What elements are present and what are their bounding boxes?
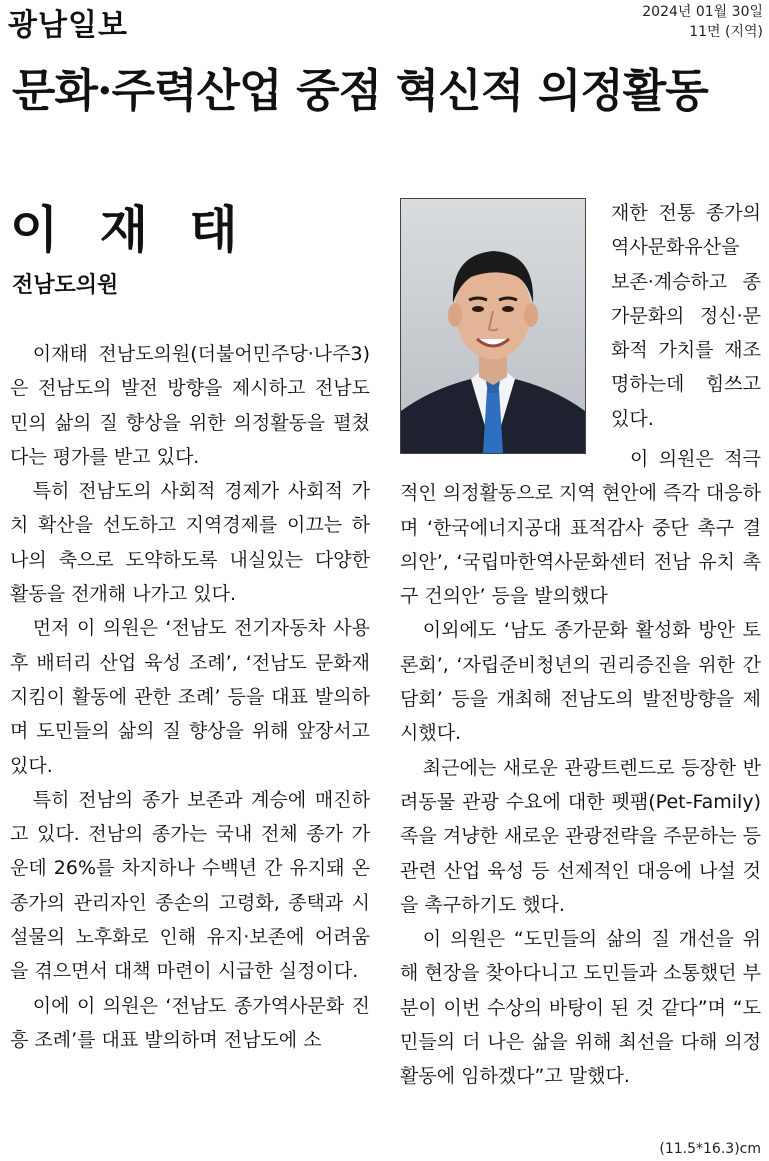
publish-date: 2024년 01월 30일 (642, 4, 763, 20)
paragraph: 재한 전통 종가의 역사문화유산을 보존·계승하고 종가문화의 정신·문화적 가치를 재조명하는데 힘쓰고 있다. (611, 202, 761, 430)
paragraph: 특히 전남의 종가 보존과 계승에 매진하고 있다. 전남의 종가는 국내 전체 종가 가운데 26%를 차지하나 수백년 간 유지돼 온 종가의 관리자인 종손의 고령화, 종택과 시설물의 노후화로 인해 유지·보존에 어려움을 겪으면서 대책 마련이 시급한 실정이다. (10, 788, 370, 983)
paragraph: 먼저 이 의원은 ‘전남도 전기자동차 사용 후 배터리 산업 육성 조례’, ‘전남도 문화재지킴이 활동에 관한 조례’ 등을 대표 발의하며 도민들의 삶의 질 향상을 위해 앞장서고 있다. (10, 617, 370, 777)
page-number: 11면 (지역) (689, 24, 763, 40)
masthead: 광남일보 (8, 8, 128, 43)
paragraph: 이재태 전남도의원(더불어민주당·나주3)은 전남도의 발전 방향을 제시하고 전남도민의 삶의 질 향상을 위한 의정활동을 펼쳤다는 평가를 받고 있다. (10, 343, 370, 468)
headline: 문화·주력산업 중점 혁신적 의정활동 (12, 64, 708, 117)
date-info (642, 2, 763, 42)
article-left-column (10, 337, 370, 1057)
article-right-column (400, 442, 761, 1094)
person-name: 이 재 태 (10, 200, 250, 259)
paragraph: 이에 이 의원은 ‘전남도 종가역사문화 진흥 조례’를 대표 발의하며 전남도에 소 (10, 994, 370, 1051)
paragraph: 이외에도 ‘남도 종가문화 활성화 방안 토론회’, ‘자립준비청년의 권리증진을 위한 간담회’ 등을 개최해 전남도의 발전방향을 제시했다. (400, 619, 761, 745)
article-size-note: (11.5*16.3)cm (659, 1141, 761, 1157)
paragraph: 최근에는 새로운 관광트렌드로 등장한 반려동물 관광 수요에 대한 펫팸(Pet-Family)족을 겨냥한 새로운 관광전략을 주문하는 등 관련 산업 육성 등 선제적인 대응에 나설 것을 촉구하기도 했다. (400, 756, 761, 916)
portrait-illustration (401, 199, 585, 453)
paragraph: 이 의원은 적극적인 의정활동으로 지역 현안에 즉각 대응하며 ‘한국에너지공대 표적감사 중단 촉구 결의안’, ‘국립마한역사문화센터 전남 유치 촉구 건의안’ 등을 발의했다 (400, 448, 761, 608)
paragraph: 특히 전남도의 사회적 경제가 사회적 가치 확산을 선도하고 지역경제를 이끄는 하나의 축으로 도약하도록 내실있는 다양한 활동을 전개해 나가고 있다. (10, 480, 370, 606)
article-right-narrow-column (611, 196, 761, 436)
portrait-photo (400, 198, 586, 454)
paragraph: 이 의원은 “도민들의 삶의 질 개선을 위해 현장을 찾아다니고 도민들과 소통했던 부분이 이번 수상의 바탕이 된 것 같다”며 “도민들의 더 나은 삶을 위해 최선을 다해 의정활동에 임하겠다”고 말했다. (400, 928, 761, 1088)
person-position: 전남도의원 (12, 273, 119, 298)
